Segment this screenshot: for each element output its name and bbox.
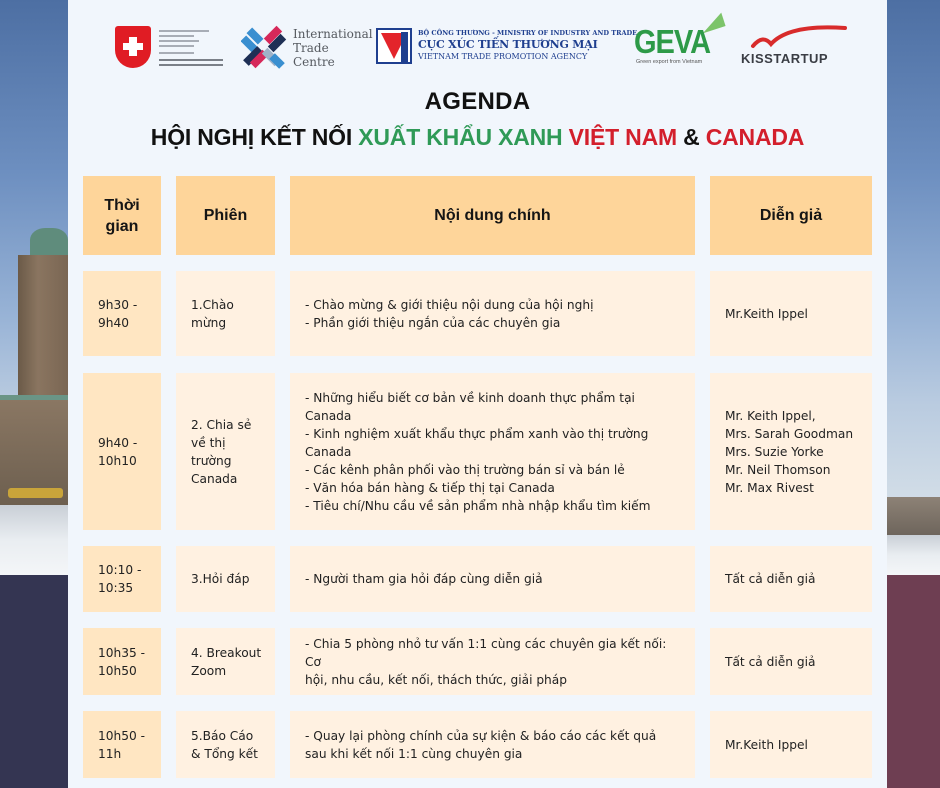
content-line: sau khi kết nối 1:1 cùng chuyên gia bbox=[305, 746, 523, 761]
speakers-cell-text bbox=[725, 736, 808, 754]
session-line: 3.Hỏi đáp bbox=[191, 572, 250, 586]
swiss-shield-icon bbox=[115, 26, 151, 68]
session-line: về thị bbox=[191, 435, 226, 450]
speakers-line: Mr. Keith Ippel, bbox=[725, 408, 816, 423]
time-line: 10h35 - bbox=[98, 645, 146, 660]
time-cell-text bbox=[98, 434, 137, 470]
vietrade-ministry: BỘ CÔNG THƯƠNG - MINISTRY OF INDUSTRY AND TRADE bbox=[418, 29, 638, 37]
speakers-cell-text bbox=[725, 305, 808, 323]
speakers-cell-text bbox=[725, 407, 853, 497]
session-cell-text bbox=[191, 644, 261, 680]
content-cell-text bbox=[305, 727, 656, 763]
speakers-line: Mr. Max Rivest bbox=[725, 480, 814, 495]
content-line: - Quay lại phòng chính của sự kiện & báo cáo các kết quả bbox=[305, 728, 657, 743]
maroon-band bbox=[887, 575, 940, 788]
speakers-line: Mr.Keith Ippel bbox=[725, 306, 808, 321]
time-cell-text bbox=[98, 561, 141, 597]
conference-subtitle bbox=[68, 124, 887, 151]
subtitle-canada: CANADA bbox=[705, 124, 805, 150]
content-line: - Người tham gia hỏi đáp cùng diễn giả bbox=[305, 572, 543, 586]
speakers-cell bbox=[710, 373, 872, 530]
time-line: 9h30 - bbox=[98, 297, 138, 312]
time-line: 10:10 - bbox=[98, 563, 142, 577]
geva-tagline: Green export from Vietnam bbox=[636, 59, 703, 65]
session-cell bbox=[176, 271, 275, 356]
session-cell bbox=[176, 373, 275, 530]
vietrade-agency-en: VIETNAM TRADE PROMOTION AGENCY bbox=[418, 52, 588, 61]
time-cell bbox=[83, 271, 161, 356]
session-line: 1.Chào bbox=[191, 297, 234, 312]
swiss-logo-text bbox=[159, 30, 223, 69]
logo-bar bbox=[68, 0, 887, 80]
session-cell-text bbox=[191, 296, 234, 332]
header-session: Phiên bbox=[176, 176, 275, 255]
subtitle-vietnam: VIỆT NAM bbox=[562, 124, 677, 150]
subtitle-conference: HỘI NGHỊ KẾT NỐI bbox=[150, 124, 359, 150]
session-cell bbox=[176, 628, 275, 695]
tower-roof bbox=[30, 228, 68, 258]
building bbox=[887, 497, 940, 535]
time-cell bbox=[83, 546, 161, 612]
speakers-line: Tất cả diễn giả bbox=[725, 654, 816, 669]
speakers-line: Mr.Keith Ippel bbox=[725, 737, 808, 752]
header-content: Nội dung chính bbox=[290, 176, 695, 255]
time-line: 11h bbox=[98, 746, 122, 761]
session-line: & Tổng kết bbox=[191, 746, 258, 761]
time-cell-text bbox=[98, 644, 145, 680]
swoosh-icon bbox=[749, 20, 849, 54]
itc-logo bbox=[241, 22, 373, 72]
content-cell bbox=[290, 546, 695, 612]
itc-cross-icon bbox=[241, 22, 287, 70]
time-cell bbox=[83, 711, 161, 778]
time-cell bbox=[83, 373, 161, 530]
session-cell-text bbox=[191, 570, 249, 588]
content-line: - Văn hóa bán hàng & tiếp thị tại Canada bbox=[305, 480, 555, 495]
kisstartup-logo bbox=[741, 20, 851, 66]
header-time: Thời gian bbox=[83, 176, 161, 255]
header-speakers: Diễn giả bbox=[710, 176, 872, 255]
geva-logo bbox=[634, 14, 730, 70]
vietrade-mark-icon bbox=[376, 28, 412, 64]
session-line: 2. Chia sẻ bbox=[191, 417, 252, 432]
vehicle bbox=[8, 488, 63, 498]
snow-ground bbox=[887, 535, 940, 575]
content-cell-text bbox=[305, 389, 651, 515]
content-cell bbox=[290, 373, 695, 530]
time-cell-text bbox=[98, 296, 137, 332]
session-cell bbox=[176, 711, 275, 778]
time-line: 10h50 - bbox=[98, 728, 146, 743]
speakers-line: Mrs. Sarah Goodman bbox=[725, 426, 854, 441]
background-photo-right bbox=[887, 0, 940, 788]
session-line: Zoom bbox=[191, 663, 227, 678]
itc-logo-text: International Trade Centre bbox=[293, 27, 373, 69]
time-line: 10h10 bbox=[98, 453, 137, 468]
speakers-cell bbox=[710, 546, 872, 612]
geva-wordmark: GEVA bbox=[634, 24, 711, 61]
agenda-title: AGENDA bbox=[424, 88, 531, 115]
session-line: mừng bbox=[191, 315, 227, 330]
content-line: - Chia 5 phòng nhỏ tư vấn 1:1 cùng các chuyên gia kết nối: Cơ bbox=[305, 636, 667, 669]
subtitle-ampersand: & bbox=[676, 124, 706, 150]
content-line: - Những hiểu biết cơ bản về kinh doanh thực phẩm tại bbox=[305, 390, 635, 405]
content-cell bbox=[290, 628, 695, 695]
content-line: - Chào mừng & giới thiệu nội dung của hội nghị bbox=[305, 297, 594, 312]
content-cell bbox=[290, 271, 695, 356]
content-cell-text bbox=[305, 296, 593, 332]
speakers-line: Mrs. Suzie Yorke bbox=[725, 444, 824, 459]
speakers-cell bbox=[710, 628, 872, 695]
vietrade-logo bbox=[376, 28, 638, 68]
session-line: 5.Báo Cáo bbox=[191, 728, 254, 743]
session-line: Canada bbox=[191, 471, 238, 486]
content-line: Canada bbox=[305, 444, 352, 459]
vietrade-agency-vn: CỤC XÚC TIẾN THƯƠNG MẠI bbox=[418, 38, 598, 51]
navy-band bbox=[0, 575, 68, 788]
speakers-cell-text bbox=[725, 653, 815, 671]
speakers-cell-text bbox=[725, 570, 815, 588]
subtitle-green-export: XUẤT KHẨU XANH bbox=[358, 124, 563, 150]
swiss-confederation-logo bbox=[115, 26, 225, 68]
time-cell bbox=[83, 628, 161, 695]
sky bbox=[887, 0, 940, 575]
speakers-cell bbox=[710, 711, 872, 778]
content-cell-text bbox=[305, 570, 543, 588]
snow-ground bbox=[0, 505, 68, 575]
content-line: hội, nhu cầu, kết nối, thách thức, giải pháp bbox=[305, 672, 567, 687]
session-cell-text bbox=[191, 727, 258, 763]
content-line: - Phần giới thiệu ngắn của các chuyên gia bbox=[305, 315, 561, 330]
speakers-cell bbox=[710, 271, 872, 356]
time-line: 9h40 - bbox=[98, 435, 138, 450]
kisstartup-wordmark: KISSTARTUP bbox=[741, 51, 829, 66]
speakers-line: Mr. Neil Thomson bbox=[725, 462, 831, 477]
content-line: - Tiêu chí/Nhu cầu về sản phẩm nhà nhập khẩu tìm kiếm bbox=[305, 498, 651, 513]
session-line: trường bbox=[191, 453, 232, 468]
content-cell bbox=[290, 711, 695, 778]
content-cell-text bbox=[305, 635, 683, 689]
content-line: - Các kênh phân phối vào thị trường bán sỉ và bán lẻ bbox=[305, 462, 625, 477]
time-cell-text bbox=[98, 727, 145, 763]
time-line: 9h40 bbox=[98, 315, 129, 330]
session-cell-text bbox=[191, 416, 251, 488]
speakers-line: Tất cả diễn giả bbox=[725, 572, 816, 586]
content-line: Canada bbox=[305, 408, 352, 423]
content-line: - Kinh nghiệm xuất khẩu thực phẩm xanh vào thị trường bbox=[305, 426, 649, 441]
background-photo-left bbox=[0, 0, 68, 788]
session-line: 4. Breakout bbox=[191, 645, 262, 660]
time-line: 10h50 bbox=[98, 663, 137, 678]
session-cell bbox=[176, 546, 275, 612]
time-line: 10:35 bbox=[98, 581, 134, 595]
agenda-panel bbox=[68, 0, 887, 788]
